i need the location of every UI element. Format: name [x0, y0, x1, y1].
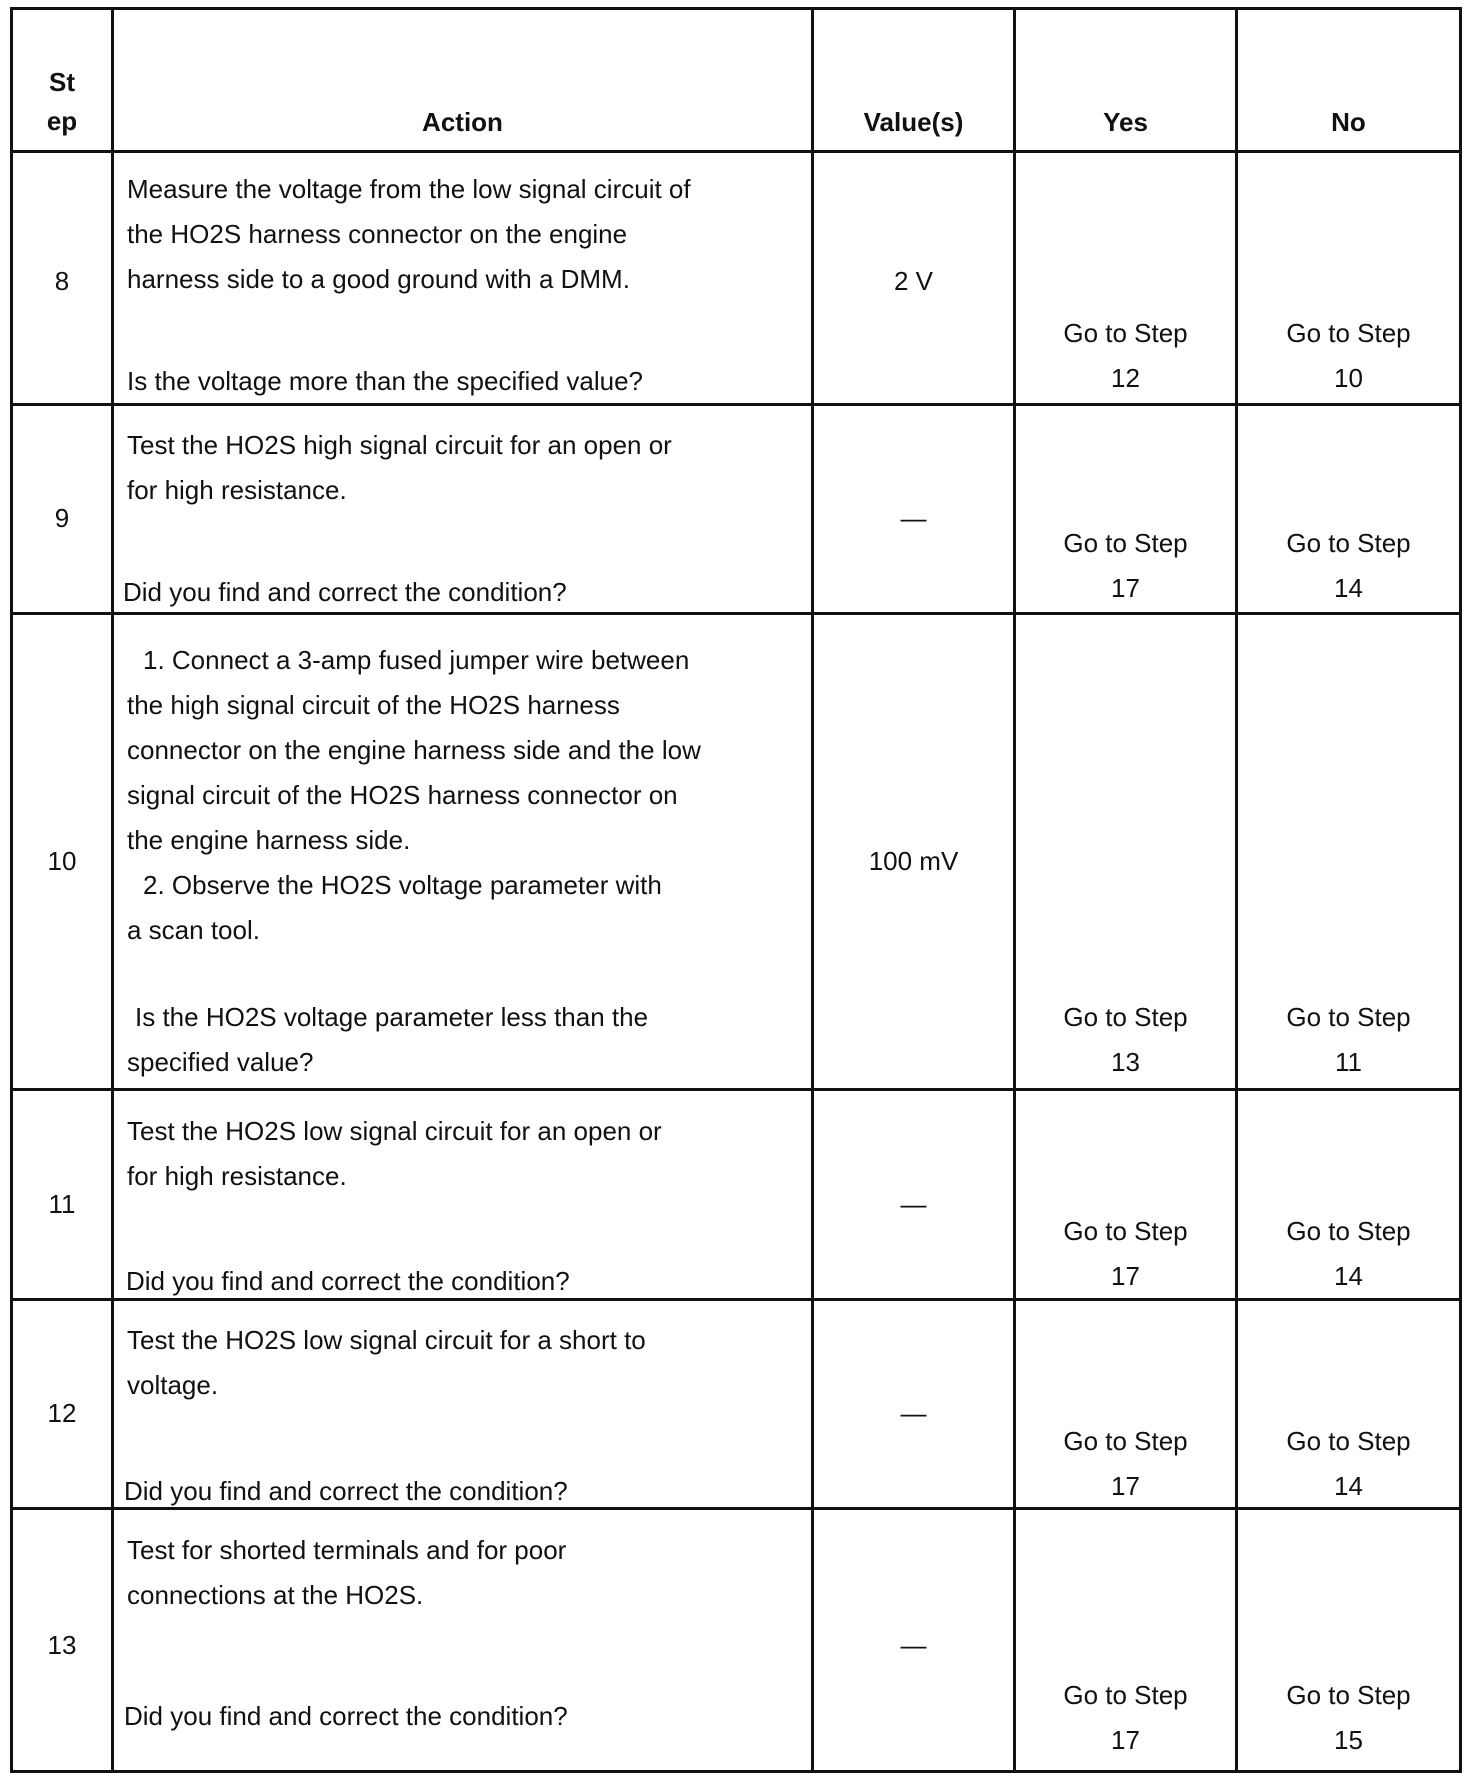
no-go-to-label: Go to Step: [1286, 1680, 1411, 1710]
yes-step-number: 13: [1111, 1047, 1140, 1077]
no-go-to-step: [1238, 1673, 1459, 1763]
no-step-number: 14: [1334, 1261, 1363, 1291]
no-go-to-step: [1238, 521, 1459, 611]
yes-go-to-step: [1016, 311, 1235, 401]
no-step-number: 14: [1334, 573, 1363, 603]
row-divider: [10, 150, 1462, 153]
yes-go-to-step: [1016, 521, 1235, 611]
action-line: harness side to a good ground with a DMM.: [127, 264, 630, 294]
action-line: Test for shorted terminals and for poor: [127, 1535, 567, 1565]
yes-go-to-label: Go to Step: [1063, 1680, 1188, 1710]
action-line: Test the HO2S low signal circuit for an open or: [127, 1116, 662, 1146]
value-cell: —: [900, 1630, 927, 1660]
action-question: Did you find and correct the condition?: [126, 1266, 570, 1296]
header-step-line2: ep: [46, 106, 78, 136]
action-text: [127, 1528, 566, 1618]
question-line: specified value?: [127, 1047, 314, 1077]
action-question: Did you find and correct the condition?: [124, 1701, 568, 1731]
no-step-number: 10: [1334, 363, 1363, 393]
value-cell: 100 mV: [868, 846, 959, 876]
action-line: for high resistance.: [127, 1161, 347, 1191]
step-number: 9: [54, 503, 70, 533]
action-line: voltage.: [127, 1370, 219, 1400]
yes-step-number: 12: [1111, 363, 1140, 393]
action-line: 1. Connect a 3-amp fused jumper wire between: [143, 645, 690, 675]
action-line: signal circuit of the HO2S harness connector on: [127, 780, 678, 810]
no-go-to-step: [1238, 311, 1459, 401]
action-line: connector on the engine harness side and the low: [127, 735, 701, 765]
yes-step-number: 17: [1111, 1261, 1140, 1291]
step-number: 12: [47, 1398, 77, 1428]
no-step-number: 15: [1334, 1725, 1363, 1755]
no-go-to-label: Go to Step: [1286, 1426, 1411, 1456]
row-divider: [10, 1088, 1462, 1091]
diagnostic-table: [10, 7, 1462, 1773]
question-line: Is the HO2S voltage parameter less than the: [135, 1002, 649, 1032]
yes-go-to-step: [1016, 1209, 1235, 1299]
yes-step-number: 17: [1111, 1471, 1140, 1501]
action-line: 2. Observe the HO2S voltage parameter with: [143, 870, 662, 900]
yes-go-to-label: Go to Step: [1063, 1002, 1188, 1032]
yes-go-to-label: Go to Step: [1063, 1426, 1188, 1456]
action-text: [127, 1318, 646, 1408]
yes-go-to-label: Go to Step: [1063, 1216, 1188, 1246]
action-text: [127, 1109, 662, 1199]
no-go-to-label: Go to Step: [1286, 1002, 1411, 1032]
action-question: Did you find and correct the condition?: [123, 577, 567, 607]
table-border-top: [10, 7, 1462, 10]
action-text: [127, 167, 691, 302]
value-cell: —: [900, 503, 927, 533]
action-question: [127, 995, 648, 1085]
header-yes: Yes: [1103, 107, 1148, 137]
yes-go-to-step: [1016, 1419, 1235, 1509]
header-values: Value(s): [863, 107, 964, 137]
no-go-to-step: [1238, 1419, 1459, 1509]
action-text: [127, 423, 672, 513]
header-step-line1: St: [49, 67, 75, 97]
action-line: the engine harness side.: [127, 825, 411, 855]
yes-go-to-step: [1016, 1673, 1235, 1763]
no-step-number: 11: [1335, 1047, 1362, 1077]
header-step: [13, 63, 111, 141]
step-number: 11: [48, 1189, 76, 1219]
no-go-to-label: Go to Step: [1286, 528, 1411, 558]
no-go-to-step: [1238, 995, 1459, 1085]
yes-go-to-label: Go to Step: [1063, 318, 1188, 348]
no-go-to-label: Go to Step: [1286, 318, 1411, 348]
value-cell: 2 V: [893, 266, 934, 296]
action-question: Is the voltage more than the specified value?: [127, 366, 643, 396]
action-line: the HO2S harness connector on the engine: [127, 219, 628, 249]
header-action: Action: [422, 107, 503, 137]
yes-go-to-step: [1016, 995, 1235, 1085]
header-no: No: [1331, 107, 1366, 137]
no-go-to-step: [1238, 1209, 1459, 1299]
action-line: for high resistance.: [127, 475, 347, 505]
no-go-to-label: Go to Step: [1286, 1216, 1411, 1246]
no-step-number: 14: [1334, 1471, 1363, 1501]
yes-step-number: 17: [1111, 573, 1140, 603]
action-text: [127, 638, 701, 953]
action-line: a scan tool.: [127, 915, 260, 945]
yes-step-number: 17: [1111, 1725, 1140, 1755]
action-line: connections at the HO2S.: [127, 1580, 424, 1610]
value-cell: —: [900, 1189, 927, 1219]
step-number: 10: [47, 846, 77, 876]
yes-go-to-label: Go to Step: [1063, 528, 1188, 558]
action-line: the high signal circuit of the HO2S harness: [127, 690, 620, 720]
action-line: Test the HO2S high signal circuit for an open or: [127, 430, 672, 460]
action-line: Measure the voltage from the low signal circuit of: [127, 174, 691, 204]
action-line: Test the HO2S low signal circuit for a short to: [127, 1325, 646, 1355]
step-number: 13: [47, 1630, 77, 1660]
value-cell: —: [900, 1398, 927, 1428]
action-question: Did you find and correct the condition?: [124, 1476, 568, 1506]
step-number: 8: [54, 266, 70, 296]
